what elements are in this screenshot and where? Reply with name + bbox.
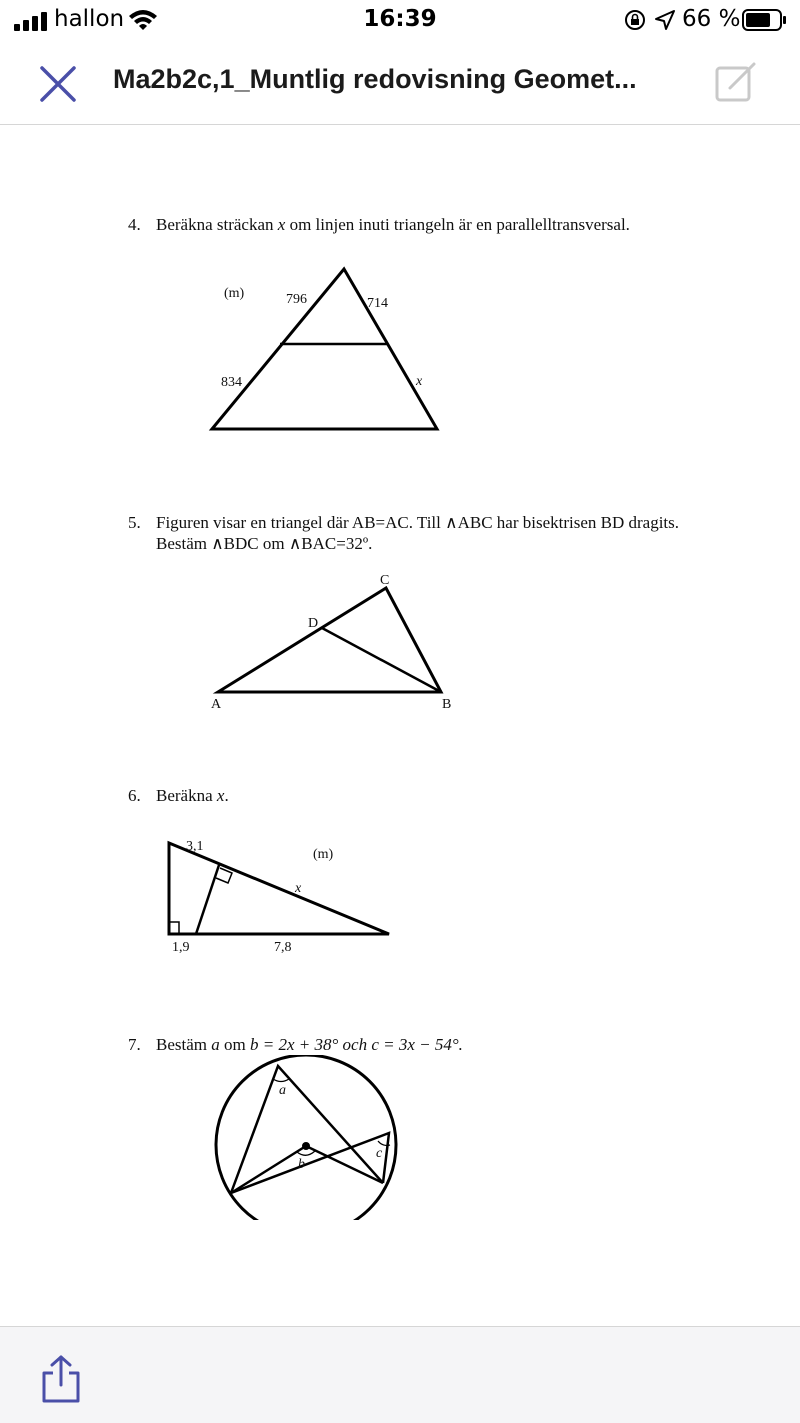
question-text: Bestäm a om b = 2x + 38° och c = 3x − 54°. [156, 1035, 463, 1054]
document-title: Ma2b2c,1_Muntlig redovisning Geomet... [113, 64, 637, 94]
side-label-x: x [295, 881, 302, 896]
question-number: 5. [128, 513, 141, 532]
vertex-label-b: B [442, 697, 452, 712]
vertex-label-a: A [211, 697, 222, 712]
triangle-figure-q4 [200, 260, 450, 440]
triangle-figure-q5 [200, 565, 470, 715]
close-button[interactable] [36, 62, 80, 106]
share-icon [38, 1353, 84, 1405]
angle-label-a: a [279, 1083, 286, 1098]
close-icon [36, 62, 80, 106]
side-label-7-8: 7,8 [274, 940, 292, 955]
vertex-label-c: C [380, 573, 390, 588]
question-number: 4. [128, 215, 141, 234]
side-label-796: 796 [286, 292, 307, 307]
question-text-line-1: Figuren visar en triangel där AB=AC. Till ∧ABC har bisektrisen BD dragits. [156, 513, 680, 532]
location-icon [654, 9, 676, 31]
share-button[interactable] [38, 1353, 84, 1405]
question-text: Beräkna sträckan x om linjen inuti triangeln är en parallelltransversal. [156, 215, 630, 234]
side-label-834: 834 [221, 375, 242, 390]
side-label-714: 714 [367, 296, 388, 311]
question-number: 6. [128, 786, 141, 805]
circle-figure-q7 [205, 1055, 410, 1220]
nav-bar [0, 42, 800, 125]
battery-icon [742, 8, 788, 32]
status-bar [0, 0, 800, 42]
document-page [0, 125, 800, 1325]
unit-label: (m) [313, 847, 334, 862]
triangle-figure-q6 [160, 830, 400, 960]
angle-label-b: b [298, 1157, 305, 1172]
question-text: Beräkna x. [156, 786, 229, 805]
bottom-toolbar [0, 1326, 800, 1423]
edit-button[interactable] [712, 58, 760, 106]
battery-percentage: 66 % [682, 6, 741, 32]
side-label-3-1: 3,1 [186, 839, 204, 854]
angle-label-c: c [376, 1146, 383, 1161]
clock: 16:39 [363, 6, 437, 32]
question-number: 7. [128, 1035, 141, 1054]
carrier-name: hallon [54, 6, 125, 32]
side-label-x: x [416, 374, 423, 389]
vertex-label-d: D [308, 616, 319, 631]
question-text-line-2: Bestäm ∧BDC om ∧BAC=32º. [156, 534, 373, 553]
edit-icon [712, 58, 760, 106]
side-label-1-9: 1,9 [172, 940, 190, 955]
unit-label: (m) [224, 286, 245, 301]
rotation-lock-icon [624, 9, 646, 31]
